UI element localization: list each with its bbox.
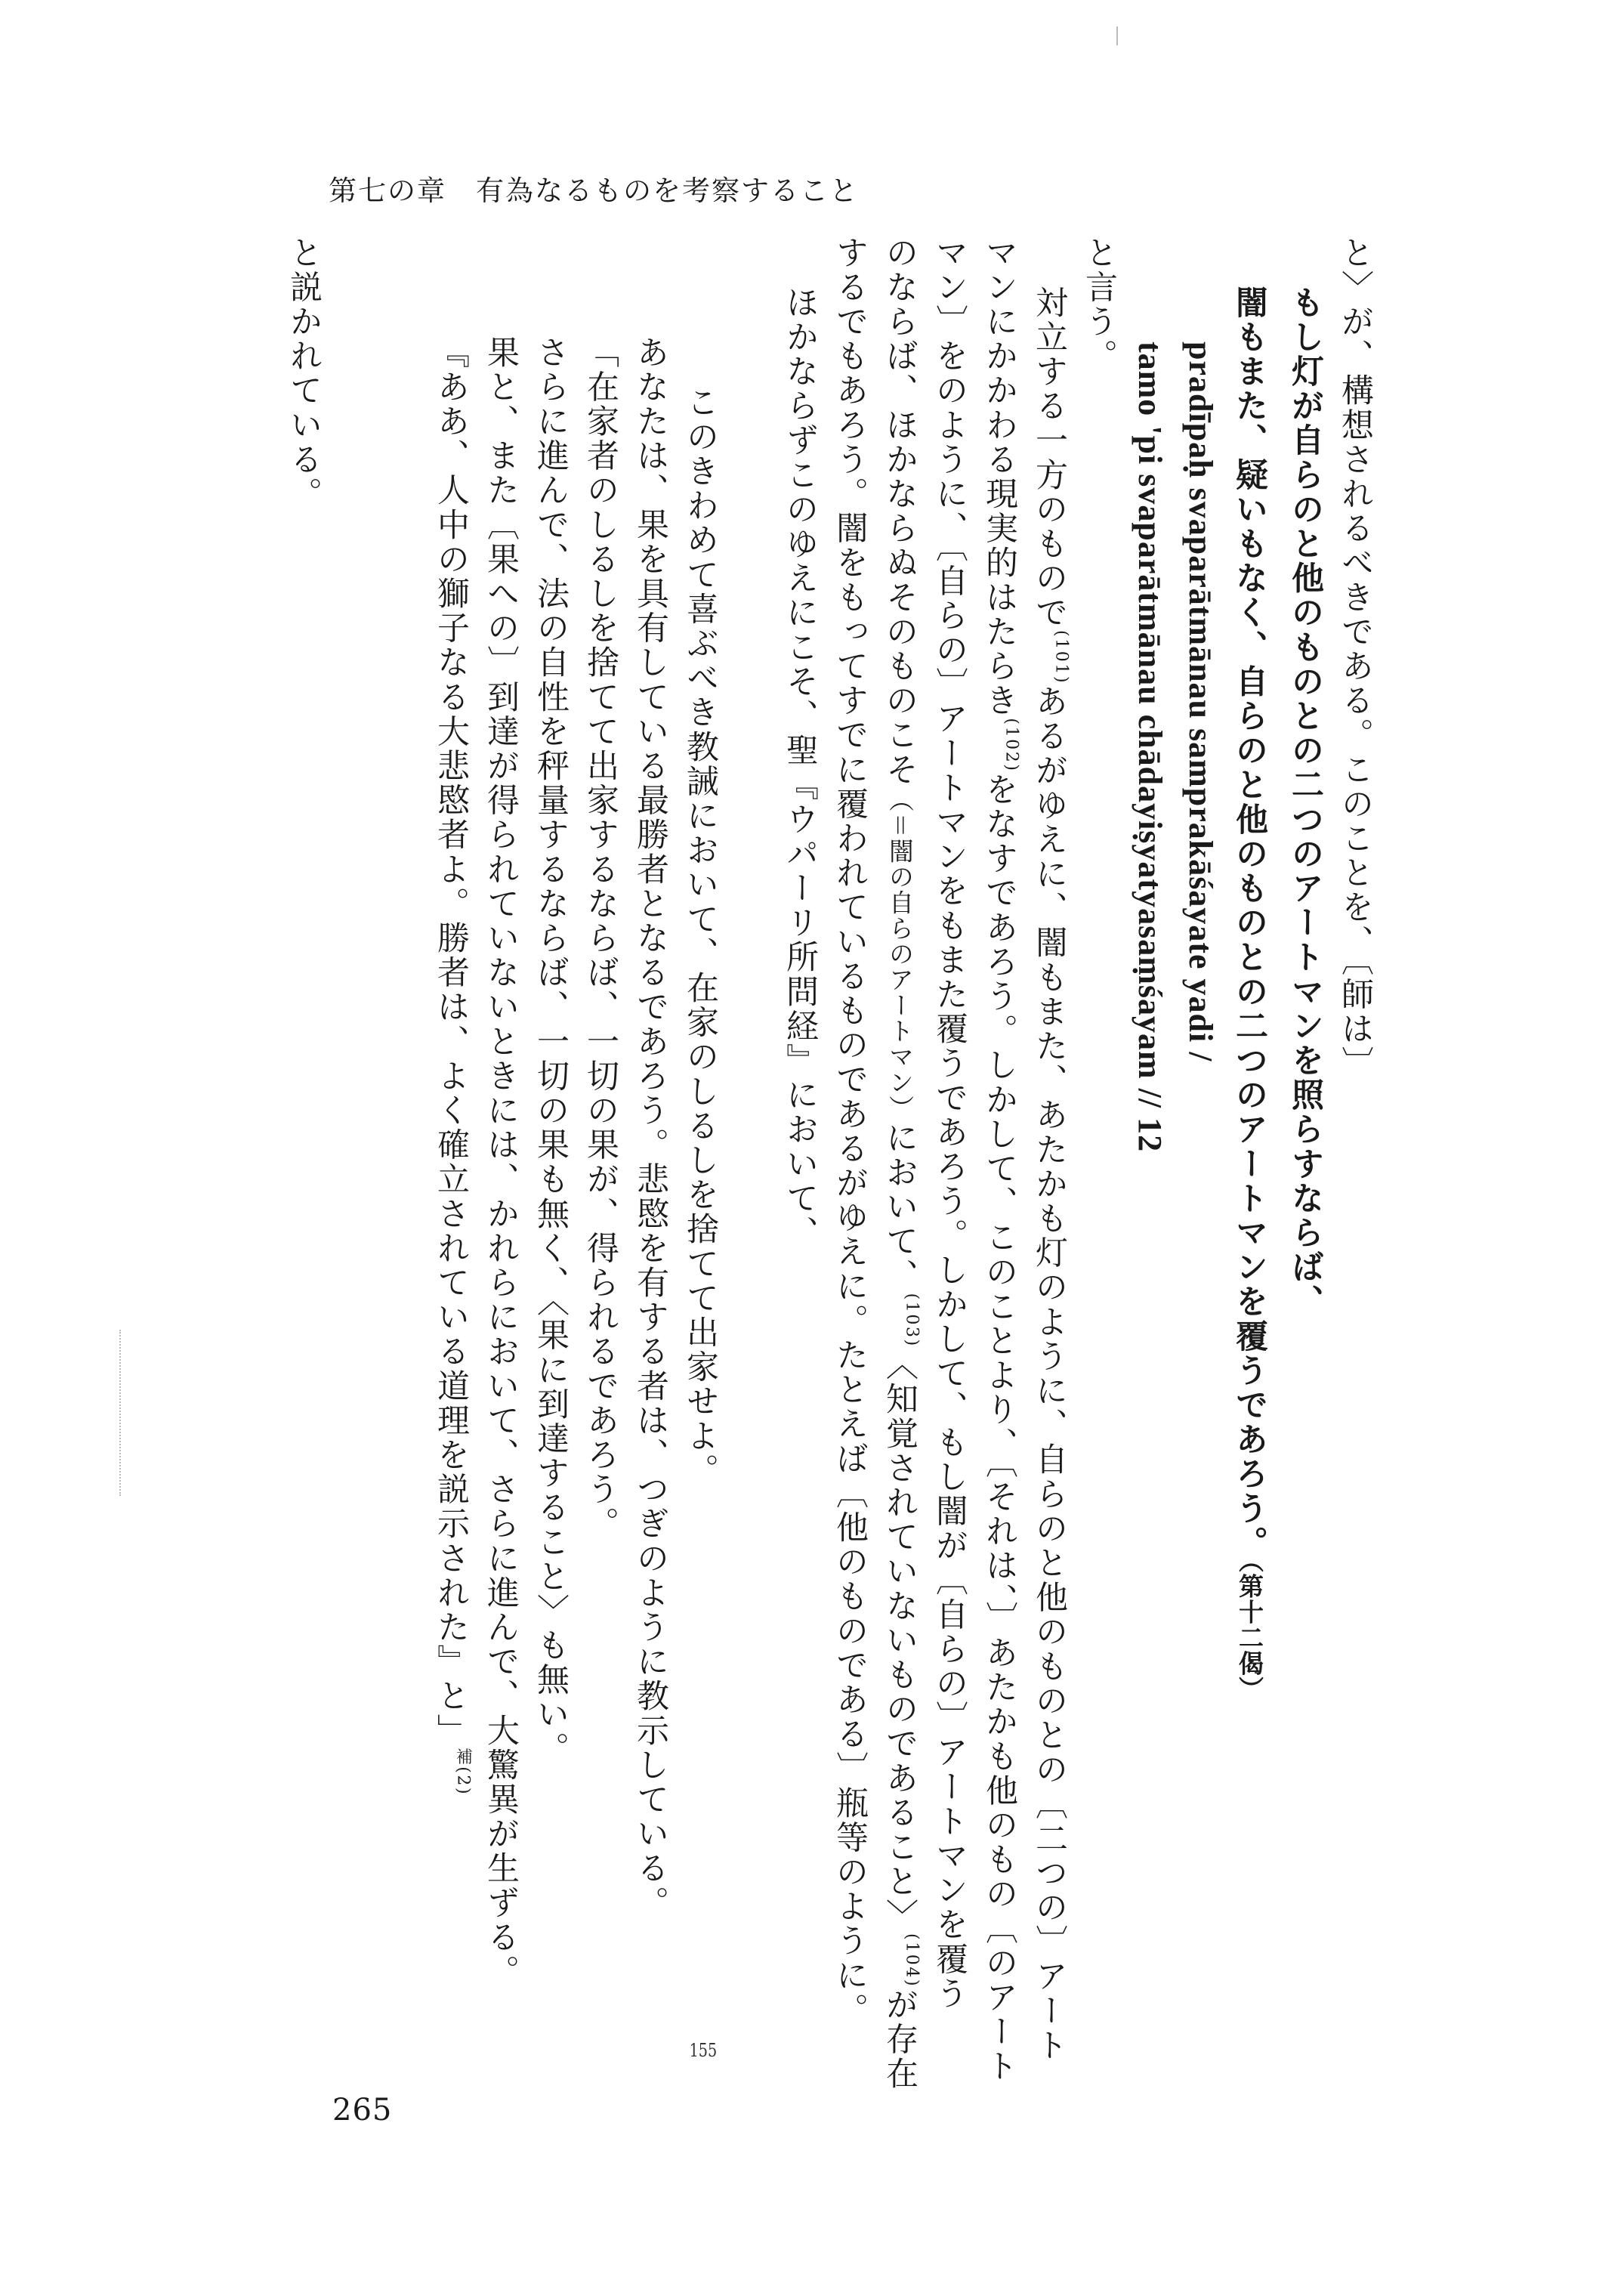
quote-line-3: 「在家者のしるしを捨てて出家するならば、一切の果が、得られるであろう。 <box>582 335 619 1541</box>
supplement-note-marker: 補(2) <box>453 1747 473 1797</box>
text-segment: をなすであろう。しかして、このことより、〔それは、〕あたかも他のもの〔のアート <box>980 772 1018 2084</box>
sanskrit-line-1: pradīpaḥ svaparātmānau samprakāśayate yadi / <box>1182 341 1219 1062</box>
text-column-8 <box>980 236 1021 2084</box>
quote-line-4: さらに進んで、法の自性を秤量するならば、一切の果も無く、〈果に到達すること〉も無い。 <box>532 335 570 1766</box>
text-column-12: ほかならずこのゆえにこそ、聖『ウパーリ所問経』において、 <box>781 286 819 1250</box>
text-segment: において、 <box>881 1120 919 1293</box>
verse-number: （第十二偈） <box>1235 1560 1264 1702</box>
text-segment: 対立する一方のもので <box>1030 286 1068 630</box>
text-column-1: と〉が、構想されるべきである。このことを、〔師は〕 <box>1336 236 1374 1081</box>
scan-dotted-line <box>119 1330 121 1496</box>
sanskrit-line-2: tamo 'pi svaparātmānau chādayiṣyatyasaṃśayam // 12 <box>1132 341 1169 1153</box>
quote-line-1: このきわめて喜ぶべき教誡において、在家のしるしを捨てて出家せよ。 <box>681 385 719 1488</box>
footnote-marker-102: (102) <box>1002 718 1021 773</box>
text-segment: が存在 <box>881 1988 919 2091</box>
footnote-marker-101: (101) <box>1051 630 1071 685</box>
quote-line-2: あなたは、果を具有している最勝者となるであろう。悲愍を有する者は、つぎのように教示している。 <box>631 335 669 1921</box>
text-segment: 『ああ、人中の獅子なる大悲愍者よ。勝者は、よく確立されている道理を説示された』と」 <box>432 335 470 1748</box>
footnote-marker-103: (103) <box>902 1293 922 1348</box>
text-column-11: するでもあろう。闇をもってすでに覆われているものであるがゆえに。たとえば〔他のものである〕瓶等のように。 <box>831 236 869 2028</box>
verse-line-2-text: 闇もまた、疑いもなく、自らのと他のものとの二つのアートマンを覆うであろう。 <box>1230 286 1268 1561</box>
parenthetical-note: （＝闇の自らのアートマン） <box>885 786 915 1121</box>
text-column-10 <box>881 236 922 2091</box>
page-number: 265 <box>332 2093 393 2128</box>
verse-line-1: もし灯が自らのと他のものとの二つのアートマンを照らすならば、 <box>1286 286 1324 1319</box>
text-segment: マンにかかわる現実的はたらき <box>980 236 1018 718</box>
text-segment: あるがゆえに、闇もまた、あたかも灯のように、自らのと他のものとの〔二つの〕アート <box>1030 684 1068 2063</box>
text-column-7 <box>1030 286 1071 2063</box>
scan-edge-mark <box>1116 26 1118 45</box>
footnote-marker-104: (104) <box>902 1933 922 1989</box>
quote-line-6 <box>434 335 471 1796</box>
text-column-9: マン〕をのように、〔自らの〕アートマンをもまた覆うであろう。しかして、もし闇が〔自らの〕アートマンを覆う <box>931 236 968 2011</box>
quote-line-5: 果と、また〔果への〕到達が得られていないときには、かれらにおいて、さらに進んで、大驚異が生ずる。 <box>482 335 520 1989</box>
verse-line-2 <box>1230 286 1268 1702</box>
text-column-6: と言う。 <box>1080 236 1118 374</box>
text-segment: 〈知覚されていないものであること〉 <box>881 1347 919 1933</box>
text-segment: のならば、ほかならぬそのものこそ <box>881 236 919 787</box>
center-number: 155 <box>689 2040 718 2061</box>
running-header: 第七の章 有為なるものを考察すること <box>329 175 859 207</box>
text-column-closing: と説かれている。 <box>285 236 323 511</box>
